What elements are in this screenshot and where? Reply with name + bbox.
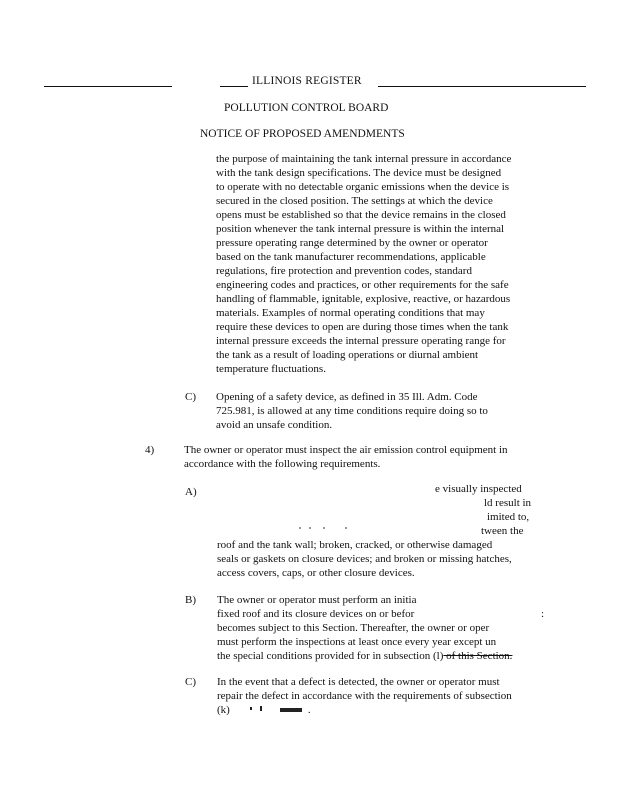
- notice-title: NOTICE OF PROPOSED AMENDMENTS: [200, 128, 405, 140]
- text-line: roof and the tank wall; broken, cracked, or otherwise damaged: [217, 539, 493, 551]
- board-title: POLLUTION CONTROL BOARD: [224, 102, 389, 114]
- text-line: fixed roof and its closure devices on or befor: [217, 608, 415, 620]
- text-line: [217, 649, 512, 663]
- text-line: materials. Examples of normal operating conditions that may: [216, 307, 485, 319]
- text-line: pressure operating range determined by the owner or operator: [216, 237, 488, 249]
- text-line: secured in the closed position. The settings at which the device: [216, 195, 493, 207]
- text-line: Opening of a safety device, as defined in 35 Ill. Adm. Code: [216, 391, 478, 403]
- text-line: In the event that a defect is detected, the owner or operator must: [217, 676, 500, 688]
- item-c-safety-device: [216, 390, 488, 432]
- item-a-text: [217, 538, 512, 580]
- text-line: based on the tank manufacturer recommendations, applicable: [216, 251, 486, 263]
- text-line: access covers, caps, or other closure devices.: [217, 567, 415, 579]
- subsection-reference: the special conditions provided for in subsection (l): [217, 650, 444, 662]
- text-line: The owner or operator must perform an initia: [217, 594, 417, 606]
- item-c2-label: C): [185, 676, 196, 688]
- text-line: with the tank design specifications. The device must be designed: [216, 167, 502, 179]
- text-line: internal pressure exceeds the internal pressure operating range for: [216, 335, 506, 347]
- text-line: handling of flammable, ignitable, explosive, reactive, or hazardous: [216, 293, 511, 305]
- item-b-text: [217, 593, 512, 663]
- text-line: to operate with no detectable organic emissions when the device is: [216, 181, 510, 193]
- text-line: require these devices to open are during those times when the tank: [216, 321, 509, 333]
- text-line: opens must be established so that the device remains in the closed: [216, 209, 506, 221]
- item-b-fragment: :: [541, 608, 545, 620]
- text-line: becomes subject to this Section. Thereafter, the owner or oper: [217, 622, 490, 634]
- item-b-label: B): [185, 594, 196, 606]
- subsection-k: (k): [217, 704, 230, 716]
- header-rule-right: [378, 86, 586, 87]
- text-line: 725.981, is allowed at any time conditions require doing so to: [216, 405, 488, 417]
- header-rule-middle: [220, 86, 248, 87]
- text-line: must perform the inspections at least once every year except un: [217, 636, 497, 648]
- header-rule-left: [44, 86, 172, 87]
- text-line: avoid an unsafe condition.: [216, 419, 333, 431]
- text-line: repair the defect in accordance with the requirements of subsection: [217, 690, 512, 702]
- item-a-label: A): [185, 486, 197, 498]
- scan-smudge: [295, 524, 355, 532]
- line-end-period: .: [307, 704, 311, 716]
- text-line: seals or gaskets on closure devices; and broken or missing hatches,: [217, 553, 512, 565]
- text-line: regulations, fire protection and prevention codes, standard: [216, 265, 472, 277]
- item-4-label: 4): [145, 444, 155, 456]
- item-4-inspection: [184, 443, 508, 471]
- text-line: the tank as a result of loading operations or diurnal ambient: [216, 349, 479, 361]
- redaction-mark: [250, 704, 305, 714]
- text-line: the purpose of maintaining the tank internal pressure in accordance: [216, 153, 512, 165]
- text-line: The owner or operator must inspect the air emission control equipment in: [184, 444, 508, 456]
- item-a-fragment: e visually inspected: [435, 483, 522, 495]
- item-a-fragment: ld result in: [484, 497, 532, 509]
- continuation-paragraph: [216, 152, 511, 376]
- text-line: engineering codes and practices, or other requirements for the safe: [216, 279, 509, 291]
- text-line: accordance with the following requirements.: [184, 458, 381, 470]
- text-line: temperature fluctuations.: [216, 363, 326, 375]
- register-title: ILLINOIS REGISTER: [252, 75, 362, 87]
- item-a-fragment: tween the: [481, 525, 524, 537]
- struck-text: of this Section.: [443, 650, 513, 662]
- item-c-label: C): [185, 391, 196, 403]
- text-line: position whenever the tank internal pressure is within the internal: [216, 223, 505, 235]
- item-a-fragment: imited to,: [487, 511, 530, 523]
